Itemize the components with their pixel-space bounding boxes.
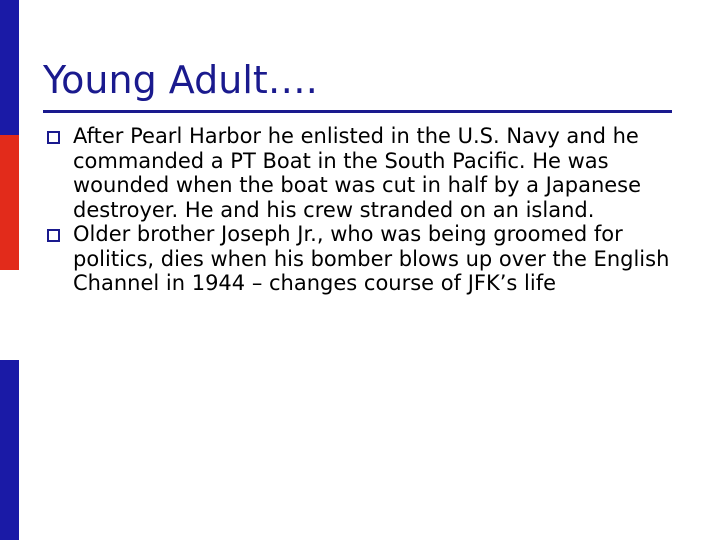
bullet-text: After Pearl Harbor he enlisted in the U.S. Navy and he commanded a PT Boat in the South Pacific. He was wounded when the boat was cut in half by a Japanese destroyer. He and his crew stranded on an island. (73, 124, 642, 222)
bullet-item (43, 222, 693, 296)
side-bar-blue-top (0, 0, 19, 135)
slide-title: Young Adult…. (43, 58, 318, 102)
hollow-square-bullet-icon (47, 131, 60, 144)
hollow-square-bullet-icon (47, 229, 60, 242)
bullet-text: Older brother Joseph Jr., who was being groomed for politics, dies when his bomber blows up over the English Channel in 1944 – changes course of JFK’s life (73, 222, 670, 295)
side-bar-white (0, 270, 19, 360)
side-bar-red (0, 135, 19, 270)
bullet-list (43, 124, 693, 296)
bullet-item (43, 124, 693, 222)
title-underline (43, 110, 672, 113)
side-bar-blue-bottom (0, 360, 19, 540)
side-color-bar (0, 0, 19, 540)
